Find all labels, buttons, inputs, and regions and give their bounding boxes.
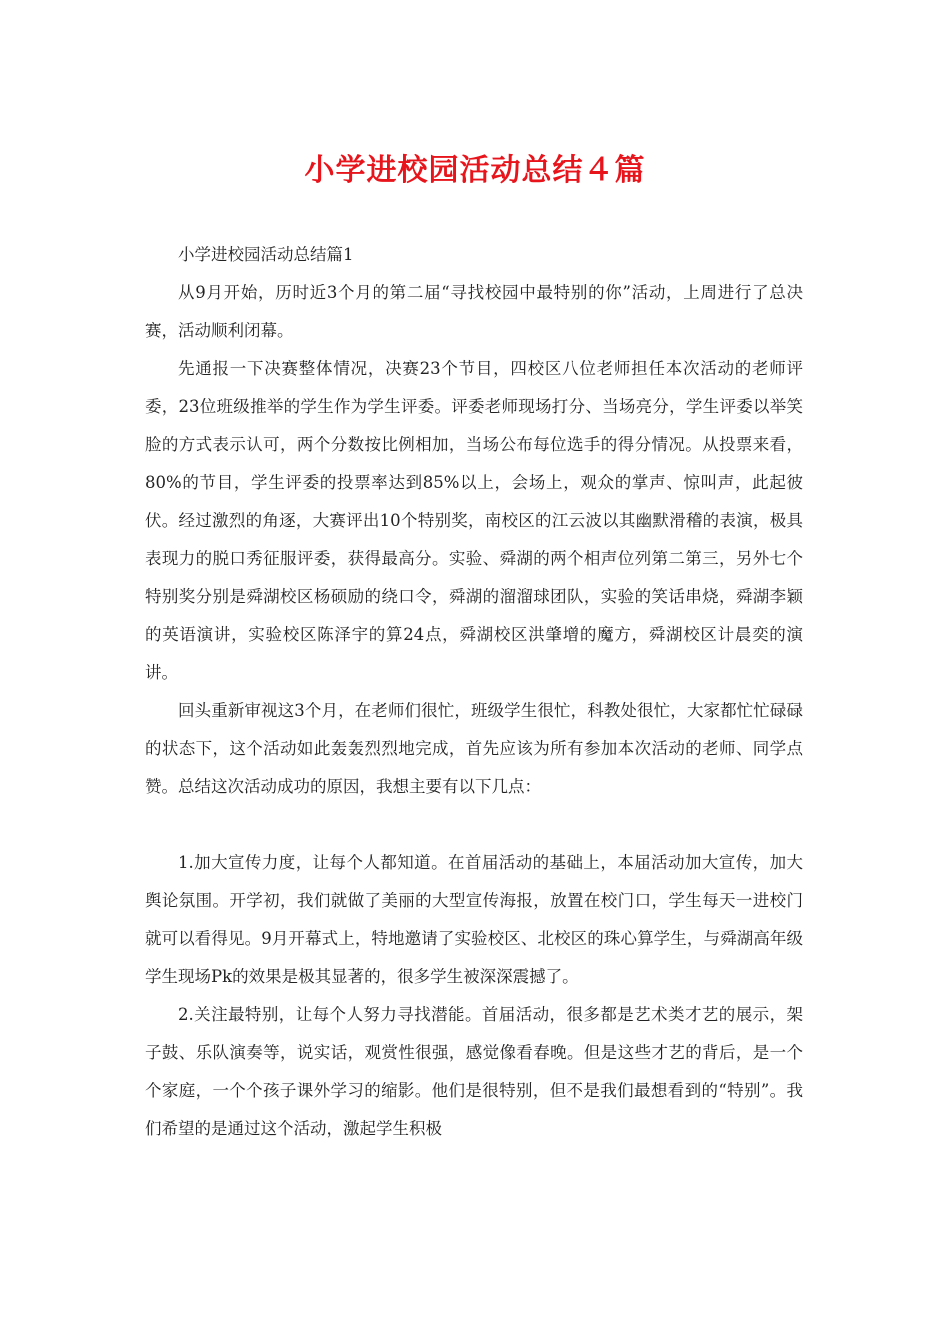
document-body xyxy=(145,236,803,1148)
section-heading: 小学进校园活动总结篇1 xyxy=(178,245,354,264)
paragraph-intro: 从9月开始，历时近3个月的第二届“寻找校园中最特别的你”活动，上周进行了总决赛，活动顺利闭幕。 xyxy=(145,283,803,340)
paragraph-point-1: 1.加大宣传力度，让每个人都知道。在首届活动的基础上，本届活动加大宣传，加大舆论氛围。开学初，我们就做了美丽的大型宣传海报，放置在校门口，学生每天一进校门就可以看得见。9月开幕式上，特地邀请了实验校区、北校区的珠心算学生，与舜湖高年级学生现场Pk的效果是极其显著的，很多学生被深深震撼了。 xyxy=(145,853,803,986)
paragraph-point-2: 2.关注最特别，让每个人努力寻找潜能。首届活动，很多都是艺术类才艺的展示，架子鼓、乐队演奏等，说实话，观赏性很强，感觉像看春晚。但是这些才艺的背后，是一个个家庭，一个个孩子课外学习的缩影。他们是很特别，但不是我们最想看到的“特别”。我们希望的是通过这个活动，激起学生积极 xyxy=(145,1005,803,1138)
document-title: 小学进校园活动总结４篇 xyxy=(304,153,646,188)
paragraph-final-overview: 先通报一下决赛整体情况，决赛23个节目，四校区八位老师担任本次活动的老师评委，23位班级推举的学生作为学生评委。评委老师现场打分、当场亮分，学生评委以举笑脸的方式表示认可，两个分数按比例相加，当场公布每位选手的得分情况。从投票来看，80%的节目，学生评委的投票率达到85%以上，会场上，观众的掌声、惊叫声，此起彼伏。经过激烈的角逐，大赛评出10个特别奖，南校区的江云波以其幽默滑稽的表演，极具表现力的脱口秀征服评委，获得最高分。实验、舜湖的两个相声位列第二第三，另外七个特别奖分别是舜湖校区杨硕励的绕口令，舜湖的溜溜球团队，实验的笑话串烧，舜湖李颖的英语演讲，实验校区陈泽宇的算24点，舜湖校区洪肇增的魔方，舜湖校区计晨奕的演讲。 xyxy=(145,359,803,682)
paragraph-review: 回头重新审视这3个月，在老师们很忙，班级学生很忙，科教处很忙，大家都忙忙碌碌的状态下，这个活动如此轰轰烈烈地完成，首先应该为所有参加本次活动的老师、同学点赞。总结这次活动成功的原因，我想主要有以下几点： xyxy=(145,701,803,796)
